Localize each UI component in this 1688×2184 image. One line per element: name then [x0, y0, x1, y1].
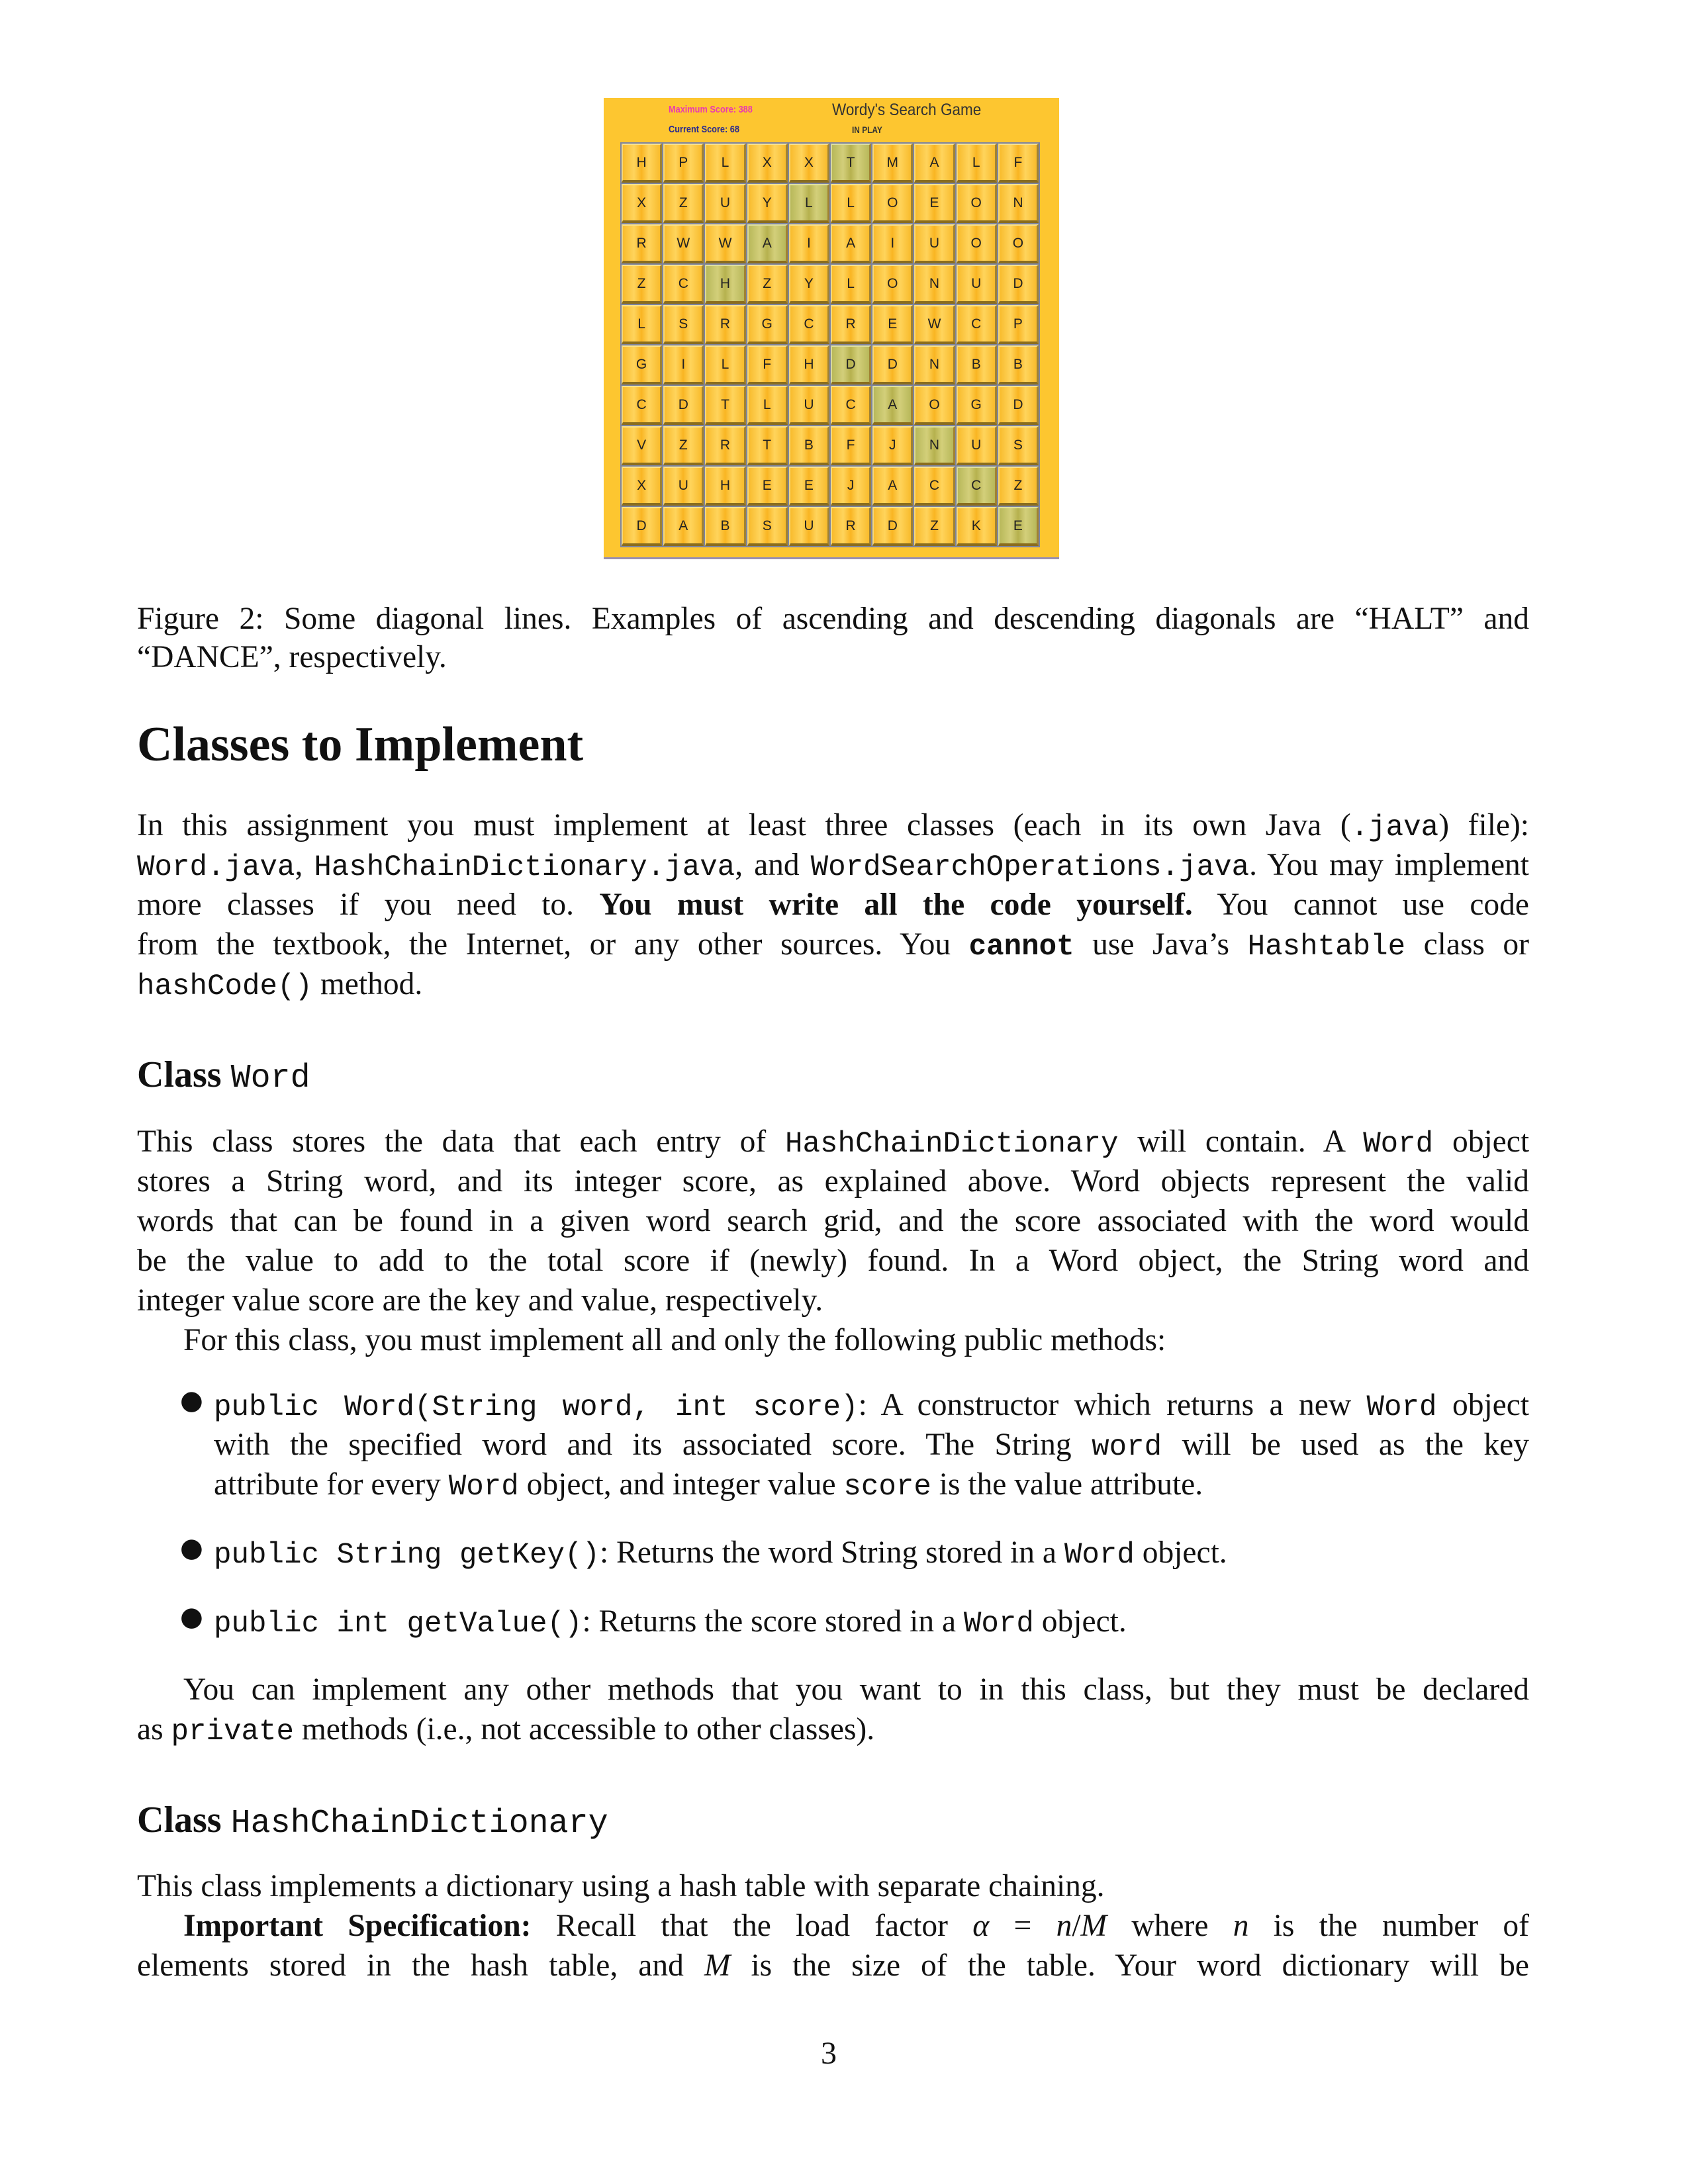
inline-code: Word [963, 1608, 1034, 1641]
letter-tile[interactable]: Z [914, 507, 955, 546]
word-private-methods-line-1: You can implement any other methods that you want to in this class, but they must be declared [183, 1672, 1529, 1707]
letter-tile[interactable]: R [831, 507, 871, 546]
letter-tile[interactable]: W [914, 305, 955, 344]
letter-tile[interactable]: S [747, 507, 788, 546]
letter-tile[interactable]: B [957, 345, 997, 385]
letter-tile[interactable]: D [831, 345, 871, 385]
letter-tile[interactable]: I [789, 224, 829, 263]
inline-code: HashChainDictionary.java [314, 851, 735, 884]
letter-tile[interactable]: D [663, 386, 704, 425]
letter-tile[interactable]: G [957, 386, 997, 425]
letter-tile[interactable]: B [705, 507, 745, 546]
letter-tile[interactable]: R [622, 224, 662, 263]
inline-code: hashCode() [137, 970, 312, 1003]
letter-tile[interactable]: W [663, 224, 704, 263]
inline-code: Word.java [137, 851, 295, 884]
section-heading-class-word: Class Word [137, 1054, 310, 1097]
classes-paragraph-line-3: more classes if you need to. You must write all the code yourself. You cannot use code [137, 887, 1529, 922]
letter-tile[interactable]: G [622, 345, 662, 385]
inline-code: Word [1366, 1391, 1437, 1424]
figure-caption-line-2: “DANCE”, respectively. [137, 640, 447, 674]
letter-tile[interactable]: S [663, 305, 704, 344]
letter-tile[interactable]: A [831, 224, 871, 263]
letter-tile[interactable]: H [622, 144, 662, 183]
letter-tile[interactable]: L [622, 305, 662, 344]
letter-tile[interactable]: U [789, 386, 829, 425]
letter-tile[interactable]: A [747, 224, 788, 263]
classes-paragraph-line-5: hashCode() method. [137, 967, 423, 1003]
word-search-game-figure [604, 98, 1059, 559]
letter-tile[interactable]: A [872, 386, 913, 425]
letter-tile[interactable]: L [705, 144, 745, 183]
letter-tile[interactable]: E [789, 467, 829, 506]
letter-tile[interactable]: T [705, 386, 745, 425]
letter-tile[interactable]: R [705, 426, 745, 465]
math-alpha: α [972, 1909, 990, 1943]
letter-tile[interactable]: N [998, 184, 1039, 223]
letter-tile[interactable]: L [957, 144, 997, 183]
letter-tile[interactable]: X [622, 467, 662, 506]
letter-tile[interactable]: F [998, 144, 1039, 183]
letter-tile[interactable]: C [914, 467, 955, 506]
method-signature: public int getValue() [214, 1608, 583, 1641]
letter-tile[interactable]: H [705, 467, 745, 506]
hash-paragraph-line-1: This class implements a dictionary using a hash table with separate chaining. [137, 1869, 1105, 1903]
inline-code: private [171, 1715, 294, 1749]
letter-tile[interactable]: Z [622, 265, 662, 304]
inline-code: score [843, 1471, 931, 1504]
inline-code: Word [448, 1471, 519, 1504]
letter-tile[interactable]: Y [789, 265, 829, 304]
hash-paragraph-line-3: elements stored in the hash table, and M is the size of the table. Your word dictionary will be [137, 1948, 1529, 1983]
letter-tile[interactable]: U [789, 507, 829, 546]
letter-tile[interactable]: D [998, 265, 1039, 304]
letter-tile[interactable]: N [914, 265, 955, 304]
hash-paragraph-line-2: Important Specification: Recall that the load factor α = n/M where n is the number of [183, 1909, 1529, 1943]
letter-tile[interactable]: F [831, 426, 871, 465]
maximum-score-label: Maximum Score: 388 [669, 104, 753, 115]
letter-tile[interactable]: U [914, 224, 955, 263]
method-getvalue: public int getValue(): Returns the score stored in a Word object. [214, 1604, 1127, 1641]
word-paragraph-line-4: be the value to add to the total score if (newly) found. In a Word object, the String word and [137, 1244, 1529, 1278]
letter-tile[interactable]: F [747, 345, 788, 385]
letter-tile[interactable]: C [957, 467, 997, 506]
letter-tile[interactable]: N [914, 426, 955, 465]
letter-tile[interactable]: L [705, 345, 745, 385]
emphasis-text: You must write all the code yourself. [599, 887, 1193, 922]
letter-tile[interactable]: N [914, 345, 955, 385]
inline-code: HashChainDictionary [785, 1128, 1119, 1161]
letter-tile[interactable]: G [747, 305, 788, 344]
word-paragraph-line-2: stores a String word, and its integer score, as explained above. Word objects represent the valid [137, 1164, 1529, 1199]
classes-paragraph-line-4: from the textbook, the Internet, or any other sources. You cannot use Java’s Hashtable class or [137, 927, 1529, 964]
letter-tile[interactable]: J [872, 426, 913, 465]
letter-tile[interactable]: B [789, 426, 829, 465]
letter-tile[interactable]: D [872, 507, 913, 546]
letter-tile[interactable]: O [998, 224, 1039, 263]
current-score-label: Current Score: 68 [669, 124, 739, 135]
section-heading-class-hashchaindictionary: Class HashChainDictionary [137, 1799, 608, 1843]
method-constructor-line-3: attribute for every Word object, and integer value score is the value attribute. [214, 1467, 1203, 1504]
letter-tile[interactable]: A [663, 507, 704, 546]
letter-tile[interactable]: U [663, 467, 704, 506]
inline-code: Word [1363, 1128, 1434, 1161]
letter-tile[interactable]: M [872, 144, 913, 183]
letter-tile[interactable]: P [998, 305, 1039, 344]
letter-tile[interactable]: D [872, 345, 913, 385]
letter-tile[interactable]: O [957, 224, 997, 263]
letter-tile[interactable]: Y [747, 184, 788, 223]
bullet-icon: ● [180, 1385, 203, 1416]
letter-tile[interactable]: E [998, 507, 1039, 546]
letter-tile[interactable]: R [705, 305, 745, 344]
letter-tile[interactable]: H [789, 345, 829, 385]
emphasis-text: Important Specification: [183, 1909, 532, 1943]
inline-code: word [1092, 1431, 1162, 1464]
word-paragraph-line-5: integer value score are the key and value, respectively. [137, 1283, 823, 1318]
letter-tile[interactable]: X [789, 144, 829, 183]
game-status: IN PLAY [852, 124, 882, 135]
letter-tile[interactable]: E [747, 467, 788, 506]
bullet-icon: ● [180, 1533, 203, 1563]
word-paragraph-line-6: For this class, you must implement all and only the following public methods: [183, 1323, 1166, 1357]
letter-tile[interactable]: D [622, 507, 662, 546]
word-private-methods-line-2: as private methods (i.e., not accessible to other classes). [137, 1712, 875, 1749]
letter-tile[interactable]: O [957, 184, 997, 223]
emphasis-text: cannot [968, 931, 1074, 964]
word-paragraph-line-1: This class stores the data that each entry of HashChainDictionary will contain. A Word object [137, 1124, 1530, 1161]
letter-tile[interactable]: B [998, 345, 1039, 385]
letter-tile[interactable]: X [747, 144, 788, 183]
classes-paragraph-line-1: In this assignment you must implement at least three classes (each in its own Java (.java) file): [137, 808, 1529, 844]
letter-tile[interactable]: U [705, 184, 745, 223]
letter-tile[interactable]: X [622, 184, 662, 223]
figure-caption-line-1: Figure 2: Some diagonal lines. Examples of ascending and descending diagonals are “HALT” and [137, 602, 1529, 636]
letter-tile[interactable]: L [831, 184, 871, 223]
letter-tile[interactable]: Z [747, 265, 788, 304]
letter-tile[interactable]: L [831, 265, 871, 304]
letter-tile[interactable]: O [914, 386, 955, 425]
letter-tile[interactable]: R [831, 305, 871, 344]
letter-tile[interactable]: T [747, 426, 788, 465]
letter-tile[interactable]: K [957, 507, 997, 546]
section-heading-classes: Classes to Implement [137, 717, 584, 772]
letter-tile[interactable]: L [747, 386, 788, 425]
letter-tile[interactable]: D [998, 386, 1039, 425]
letter-tile[interactable]: Z [663, 426, 704, 465]
letter-tile[interactable]: O [872, 184, 913, 223]
letter-tile[interactable]: T [831, 144, 871, 183]
letter-tile[interactable]: A [872, 467, 913, 506]
letter-tile[interactable]: O [872, 265, 913, 304]
letter-tile[interactable]: U [957, 265, 997, 304]
letter-tile[interactable]: H [705, 265, 745, 304]
letter-tile[interactable]: C [663, 265, 704, 304]
word-paragraph-line-3: words that can be found in a given word search grid, and the score associated with the word would [137, 1204, 1529, 1238]
letter-tile[interactable]: A [914, 144, 955, 183]
letter-tile[interactable]: E [872, 305, 913, 344]
letter-tile[interactable]: V [622, 426, 662, 465]
letter-tile[interactable]: C [789, 305, 829, 344]
bullet-icon: ● [180, 1602, 203, 1632]
letter-tile[interactable]: C [957, 305, 997, 344]
page-number: 3 [821, 2036, 837, 2071]
inline-code: Word [1064, 1539, 1135, 1572]
letter-tile[interactable]: C [622, 386, 662, 425]
inline-code: .java [1350, 811, 1439, 844]
method-signature: public Word(String word, int score) [214, 1391, 859, 1424]
inline-code: Hashtable [1247, 931, 1406, 964]
letter-tile[interactable]: P [663, 144, 704, 183]
letter-tile[interactable]: Z [998, 467, 1039, 506]
letter-grid [620, 142, 1040, 547]
letter-tile[interactable]: I [872, 224, 913, 263]
letter-tile[interactable]: W [705, 224, 745, 263]
letter-tile[interactable]: S [998, 426, 1039, 465]
letter-tile[interactable]: U [957, 426, 997, 465]
method-getkey: public String getKey(): Returns the word String stored in a Word object. [214, 1535, 1227, 1572]
inline-code: WordSearchOperations.java [810, 851, 1250, 884]
letter-tile[interactable]: Z [663, 184, 704, 223]
method-signature: public String getKey() [214, 1539, 600, 1572]
classes-paragraph-line-2: Word.java, HashChainDictionary.java, and WordSearchOperations.java. You may implement [137, 848, 1529, 884]
method-constructor-line-1: public Word(String word, int score): A constructor which returns a new Word object [214, 1388, 1530, 1424]
letter-tile[interactable]: C [831, 386, 871, 425]
game-title: Wordy's Search Game [832, 101, 982, 119]
method-constructor-line-2: with the specified word and its associated score. The String word will be used as the key [214, 1428, 1529, 1464]
letter-tile[interactable]: E [914, 184, 955, 223]
letter-tile[interactable]: L [789, 184, 829, 223]
letter-tile[interactable]: I [663, 345, 704, 385]
letter-tile[interactable]: J [831, 467, 871, 506]
